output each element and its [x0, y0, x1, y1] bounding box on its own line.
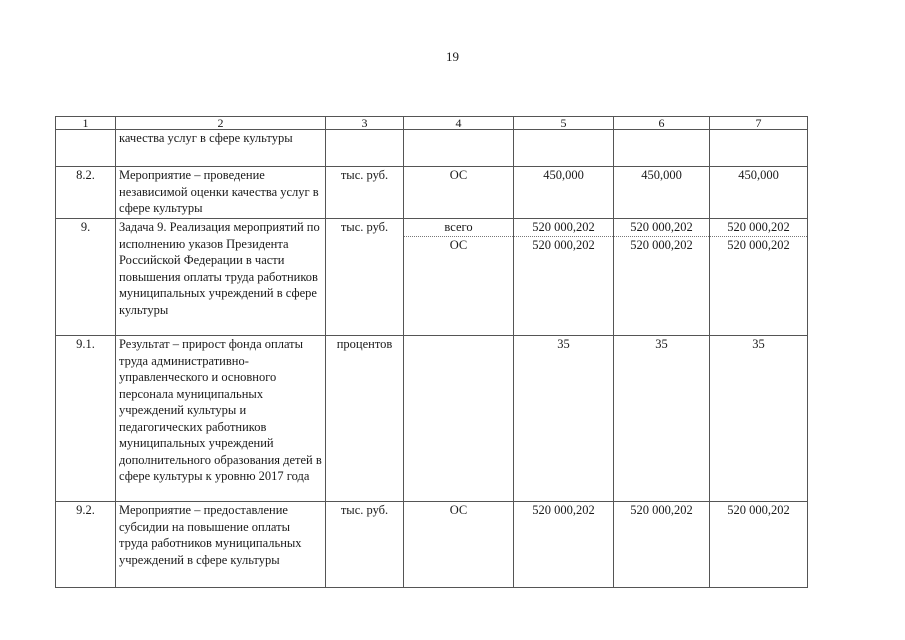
- row-source: ОС: [404, 167, 514, 219]
- row-value-7: 450,000: [710, 167, 808, 219]
- page-number: 19: [446, 49, 459, 64]
- row-value-7: [710, 130, 808, 167]
- row-number: [56, 130, 116, 167]
- row-unit: процентов: [326, 336, 404, 502]
- row-value-6: [614, 219, 710, 336]
- row-unit: тыс. руб.: [326, 502, 404, 588]
- row-name: Мероприятие – проведение независимой оценки качества услуг в сфере культуры: [116, 167, 326, 219]
- row-value-5: 520 000,202: [514, 502, 614, 588]
- value-total: 520 000,202: [710, 219, 807, 237]
- header-cell: 5: [514, 117, 614, 130]
- row-name: Мероприятие – предоставление субсидии на повышение оплаты труда работников муниципальных учреждений в сфере культуры: [116, 502, 326, 588]
- header-cell: 7: [710, 117, 808, 130]
- header-cell: 3: [326, 117, 404, 130]
- header-row: [56, 117, 808, 130]
- table-row: [56, 130, 808, 167]
- row-source: [404, 336, 514, 502]
- row-name: Задача 9. Реализация мероприятий по исполнению указов Президента Российской Федерации в части повышения оплаты труда работников муниципальных учреждений в сфере культуры: [116, 219, 326, 336]
- row-number: 8.2.: [56, 167, 116, 219]
- row-value-7: [710, 219, 808, 336]
- header-cell: 2: [116, 117, 326, 130]
- row-source: [404, 130, 514, 167]
- row-value-7: 520 000,202: [710, 502, 808, 588]
- value-total: 520 000,202: [514, 219, 613, 237]
- table-row: [56, 336, 808, 502]
- row-source: ОС: [404, 502, 514, 588]
- row-value-6: 35: [614, 336, 710, 502]
- source-os: ОС: [449, 238, 468, 252]
- value-os: 520 000,202: [532, 238, 595, 252]
- row-source: [404, 219, 514, 336]
- row-number: 9.1.: [56, 336, 116, 502]
- row-unit: тыс. руб.: [326, 167, 404, 219]
- row-name: Результат – прирост фонда оплаты труда административно-управленческого и основного персонала муниципальных учреждений культуры и педагогических работников муниципальных учреждений дополнительного образования детей в сфере культуры к уровню 2017 года: [116, 336, 326, 502]
- header-cell: 4: [404, 117, 514, 130]
- header-cell: 6: [614, 117, 710, 130]
- row-value-7: 35: [710, 336, 808, 502]
- program-table: [55, 116, 808, 588]
- table-row: [56, 167, 808, 219]
- row-number: 9.2.: [56, 502, 116, 588]
- row-value-5: 35: [514, 336, 614, 502]
- source-total: всего: [404, 219, 513, 237]
- row-name: качества услуг в сфере культуры: [116, 130, 326, 167]
- row-value-6: [614, 130, 710, 167]
- row-value-6: 450,000: [614, 167, 710, 219]
- row-value-6: 520 000,202: [614, 502, 710, 588]
- row-unit: тыс. руб.: [326, 219, 404, 336]
- table-row: [56, 219, 808, 336]
- value-os: 520 000,202: [630, 238, 693, 252]
- row-value-5: [514, 219, 614, 336]
- value-total: 520 000,202: [614, 219, 709, 237]
- value-os: 520 000,202: [727, 238, 790, 252]
- row-value-5: [514, 130, 614, 167]
- row-unit: [326, 130, 404, 167]
- header-cell: 1: [56, 117, 116, 130]
- row-value-5: 450,000: [514, 167, 614, 219]
- table-row: [56, 502, 808, 588]
- row-number: 9.: [56, 219, 116, 336]
